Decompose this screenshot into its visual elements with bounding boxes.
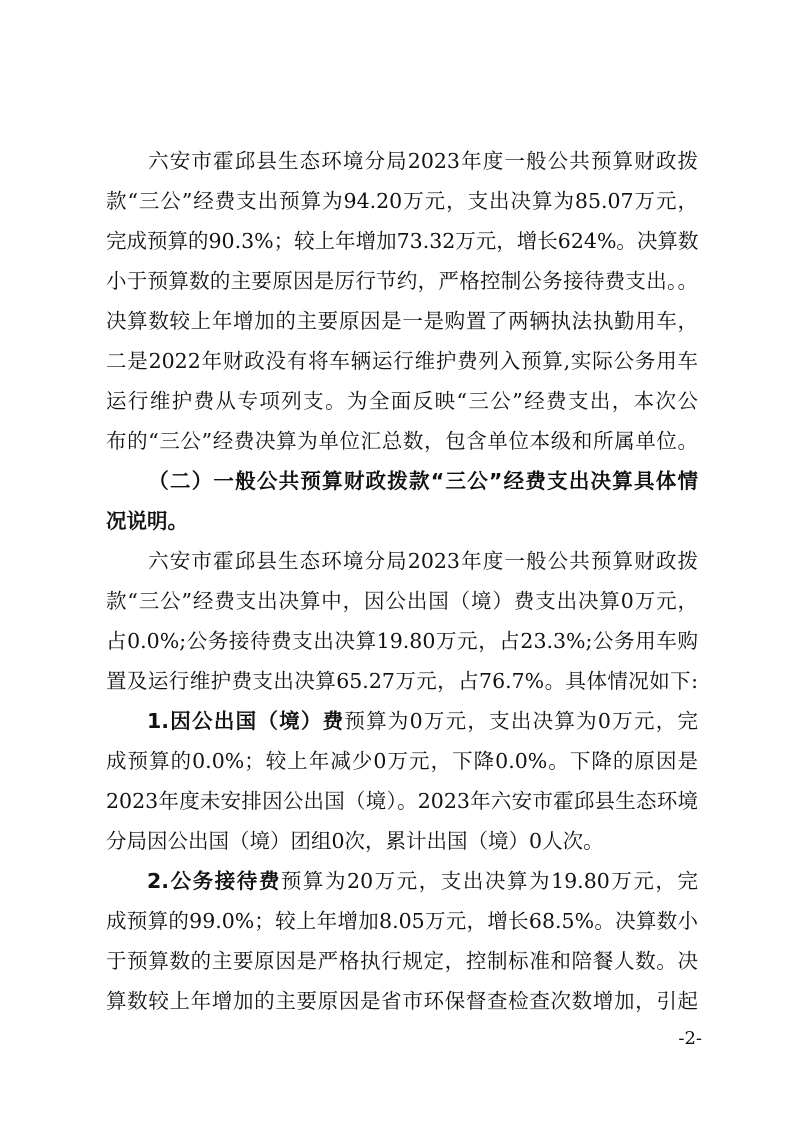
paragraph-2-line-4: 置及运行维护费支出决算65.27万元，占76.7%。具体情况如下: bbox=[106, 669, 698, 693]
item-1-line-4: 分局因公出国（境）团组0次，累计出国（境）0人次。 bbox=[106, 829, 604, 853]
paragraph-2-line-2: 款“三公”经费支出决算中，因公出国（境）费支出决算0万元， bbox=[106, 589, 698, 613]
page-number: -2- bbox=[678, 1028, 702, 1049]
paragraph-2-line-1 bbox=[106, 546, 698, 576]
item-2-line-1 bbox=[106, 866, 698, 896]
paragraph-2-line-3: 占0.0%;公务接待费支出决算19.80万元，占23.3%;公务用车购 bbox=[106, 629, 698, 653]
text: 六安市霍邱县生态环境分局2023年度一般公共预算财政拨 bbox=[147, 149, 698, 173]
item-2-line-2: 成预算的99.0%；较上年增加8.05万元，增长68.5%。决算数小 bbox=[106, 909, 698, 933]
item-2-label: 2.公务接待费 bbox=[147, 869, 281, 893]
paragraph-1-line-2: 款“三公”经费支出预算为94.20万元，支出决算为85.07万元， bbox=[106, 189, 698, 213]
section-heading-line-1 bbox=[106, 466, 698, 496]
paragraph-1-line-8: 布的“三公”经费决算为单位汇总数，包含单位本级和所属单位。 bbox=[106, 429, 698, 453]
paragraph-1-line-6: 二是2022年财政没有将车辆运行维护费列入预算,实际公务用车 bbox=[106, 349, 698, 373]
item-1-label: 1.因公出国（境）费 bbox=[147, 709, 345, 733]
item-1-line-1 bbox=[106, 706, 698, 736]
text: 六安市霍邱县生态环境分局2023年度一般公共预算财政拨 bbox=[147, 549, 698, 573]
item-1-text: 预算为0万元，支出决算为0万元，完 bbox=[344, 709, 698, 733]
paragraph-1-line-3: 完成预算的90.3%；较上年增加73.32万元，增长624%。决算数 bbox=[106, 229, 698, 253]
item-2-text: 预算为20万元，支出决算为19.80万元，完 bbox=[280, 869, 698, 893]
paragraph-1-line-7: 运行维护费从专项列支。为全面反映“三公”经费支出，本次公 bbox=[106, 389, 698, 413]
item-2-line-3: 于预算数的主要原因是严格执行规定，控制标准和陪餐人数。决 bbox=[106, 949, 698, 973]
section-heading-line-2: 况说明。 bbox=[106, 509, 188, 533]
paragraph-1-line-5: 决算数较上年增加的主要原因是一是购置了两辆执法执勤用车， bbox=[106, 309, 698, 333]
item-1-line-2: 成预算的0.0%；较上年减少0万元，下降0.0%。下降的原因是 bbox=[106, 749, 698, 773]
paragraph-1-line-4: 小于预算数的主要原因是厉行节约，严格控制公务接待费支出。。 bbox=[106, 269, 698, 293]
item-1-line-3: 2023年度未安排因公出国（境）。2023年六安市霍邱县生态环境 bbox=[106, 789, 698, 813]
paragraph-1-line-1 bbox=[106, 146, 698, 176]
item-2-line-4: 算数较上年增加的主要原因是省市环保督查检查次数增加，引起 bbox=[106, 989, 698, 1013]
text: （二）一般公共预算财政拨款“三公”经费支出决算具体情 bbox=[147, 469, 698, 493]
